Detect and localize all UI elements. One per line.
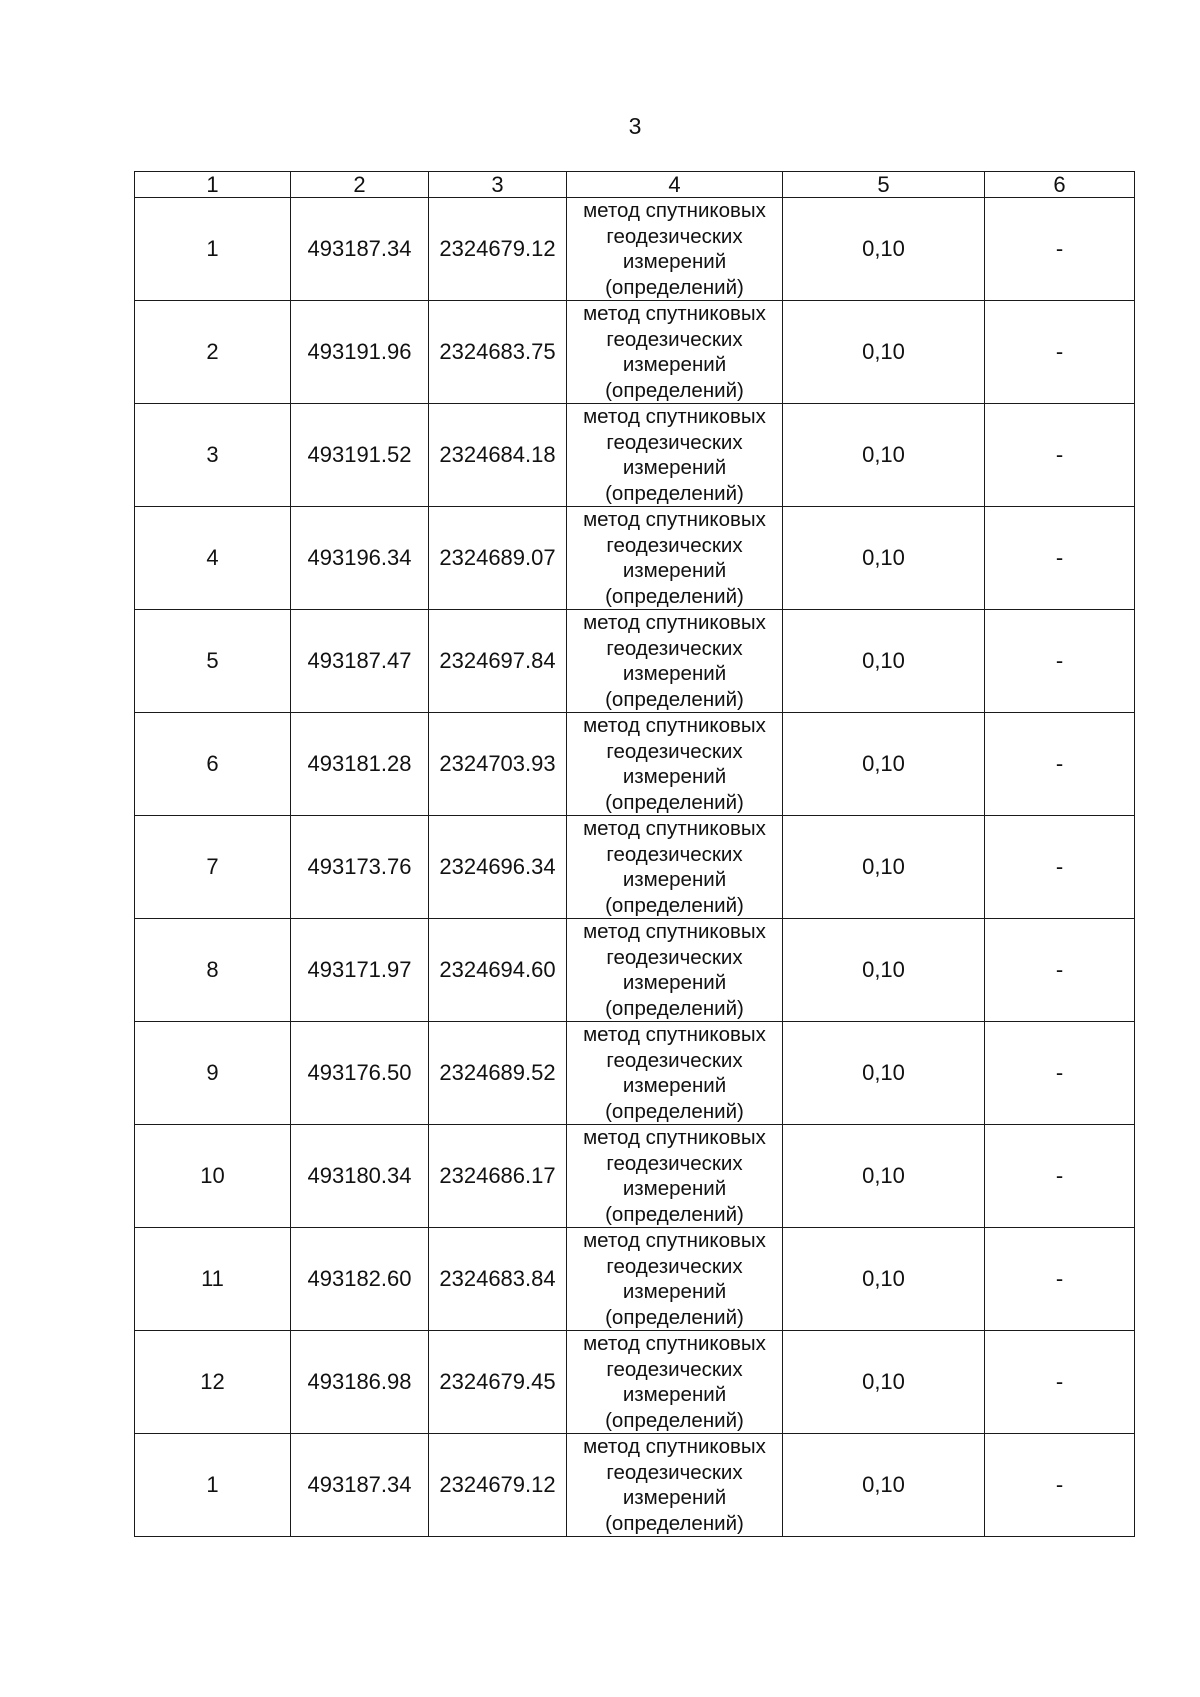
method-line: измерений — [622, 765, 727, 788]
table-row — [135, 1022, 1135, 1125]
table-row — [135, 610, 1135, 713]
method-line: метод спутниковых — [583, 817, 766, 840]
y-coordinate-cell: 2324697.84 — [429, 610, 567, 713]
method-cell — [567, 1434, 783, 1537]
x-coordinate-cell: 493173.76 — [291, 816, 429, 919]
y-coordinate-cell: 2324684.18 — [429, 404, 567, 507]
method-line: геодезических — [606, 1460, 743, 1484]
method-line: геодезических — [606, 739, 743, 763]
method-cell — [567, 1022, 783, 1125]
table-row — [135, 198, 1135, 301]
accuracy-cell: 0,10 — [783, 404, 985, 507]
method-line: геодезических — [606, 1357, 743, 1381]
y-coordinate-cell: 2324703.93 — [429, 713, 567, 816]
method-line: геодезических — [606, 842, 743, 866]
method-line: (определений) — [605, 687, 744, 711]
table-row — [135, 301, 1135, 404]
note-cell: - — [985, 713, 1135, 816]
note-cell: - — [985, 1331, 1135, 1434]
method-line: (определений) — [605, 1099, 744, 1123]
x-coordinate-cell: 493187.34 — [291, 198, 429, 301]
note-cell: - — [985, 198, 1135, 301]
accuracy-cell: 0,10 — [783, 301, 985, 404]
method-cell — [567, 301, 783, 404]
method-line: геодезических — [606, 1048, 743, 1072]
table-row — [135, 1434, 1135, 1537]
point-number-cell: 1 — [135, 1434, 291, 1537]
y-coordinate-cell: 2324686.17 — [429, 1125, 567, 1228]
method-line: метод спутниковых — [583, 405, 766, 428]
x-coordinate-cell: 493181.28 — [291, 713, 429, 816]
method-line: (определений) — [605, 481, 744, 505]
x-coordinate-cell: 493191.52 — [291, 404, 429, 507]
method-line: (определений) — [605, 996, 744, 1020]
table-row — [135, 404, 1135, 507]
accuracy-cell: 0,10 — [783, 610, 985, 713]
method-line: метод спутниковых — [583, 199, 766, 222]
point-number-cell: 1 — [135, 198, 291, 301]
y-coordinate-cell: 2324689.52 — [429, 1022, 567, 1125]
point-number-cell: 10 — [135, 1125, 291, 1228]
point-number-cell: 7 — [135, 816, 291, 919]
method-line: метод спутниковых — [583, 1332, 766, 1355]
method-line: геодезических — [606, 533, 743, 557]
table-row — [135, 713, 1135, 816]
method-line: метод спутниковых — [583, 508, 766, 531]
method-line: измерений — [622, 250, 727, 273]
table-row — [135, 1125, 1135, 1228]
column-header: 6 — [985, 172, 1135, 198]
y-coordinate-cell: 2324683.84 — [429, 1228, 567, 1331]
x-coordinate-cell: 493196.34 — [291, 507, 429, 610]
accuracy-cell: 0,10 — [783, 1434, 985, 1537]
accuracy-cell: 0,10 — [783, 1022, 985, 1125]
accuracy-cell: 0,10 — [783, 919, 985, 1022]
table-header-row — [135, 172, 1135, 198]
method-line: геодезических — [606, 1254, 743, 1278]
note-cell: - — [985, 919, 1135, 1022]
note-cell: - — [985, 1434, 1135, 1537]
method-line: (определений) — [605, 275, 744, 299]
method-line: метод спутниковых — [583, 1229, 766, 1252]
accuracy-cell: 0,10 — [783, 1228, 985, 1331]
method-cell — [567, 1125, 783, 1228]
method-line: (определений) — [605, 1305, 744, 1329]
note-cell: - — [985, 610, 1135, 713]
method-line: метод спутниковых — [583, 920, 766, 943]
column-header: 3 — [429, 172, 567, 198]
y-coordinate-cell: 2324679.12 — [429, 198, 567, 301]
method-line: измерений — [622, 971, 727, 994]
x-coordinate-cell: 493182.60 — [291, 1228, 429, 1331]
point-number-cell: 3 — [135, 404, 291, 507]
x-coordinate-cell: 493191.96 — [291, 301, 429, 404]
column-header: 2 — [291, 172, 429, 198]
method-line: метод спутниковых — [583, 1126, 766, 1149]
point-number-cell: 9 — [135, 1022, 291, 1125]
method-line: метод спутниковых — [583, 1023, 766, 1046]
note-cell: - — [985, 1125, 1135, 1228]
method-line: измерений — [622, 1383, 727, 1406]
note-cell: - — [985, 507, 1135, 610]
method-cell — [567, 1331, 783, 1434]
method-line: измерений — [622, 456, 727, 479]
note-cell: - — [985, 301, 1135, 404]
method-line: измерений — [622, 1280, 727, 1303]
x-coordinate-cell: 493187.34 — [291, 1434, 429, 1537]
method-line: (определений) — [605, 378, 744, 402]
method-line: измерений — [622, 1486, 727, 1509]
table-row — [135, 1228, 1135, 1331]
method-line: геодезических — [606, 224, 743, 248]
y-coordinate-cell: 2324696.34 — [429, 816, 567, 919]
y-coordinate-cell: 2324694.60 — [429, 919, 567, 1022]
method-line: метод спутниковых — [583, 1435, 766, 1458]
method-line: геодезических — [606, 1151, 743, 1175]
x-coordinate-cell: 493180.34 — [291, 1125, 429, 1228]
table-row — [135, 507, 1135, 610]
y-coordinate-cell: 2324679.45 — [429, 1331, 567, 1434]
method-line: (определений) — [605, 790, 744, 814]
coordinates-table — [134, 171, 1135, 1537]
method-line: метод спутниковых — [583, 714, 766, 737]
method-line: (определений) — [605, 584, 744, 608]
method-cell — [567, 1228, 783, 1331]
x-coordinate-cell: 493171.97 — [291, 919, 429, 1022]
method-line: (определений) — [605, 1511, 744, 1535]
table-row — [135, 816, 1135, 919]
point-number-cell: 8 — [135, 919, 291, 1022]
method-line: метод спутниковых — [583, 611, 766, 634]
note-cell: - — [985, 404, 1135, 507]
y-coordinate-cell: 2324679.12 — [429, 1434, 567, 1537]
method-line: измерений — [622, 868, 727, 891]
table-body — [135, 198, 1135, 1537]
accuracy-cell: 0,10 — [783, 816, 985, 919]
accuracy-cell: 0,10 — [783, 1331, 985, 1434]
method-line: измерений — [622, 662, 727, 685]
point-number-cell: 4 — [135, 507, 291, 610]
point-number-cell: 2 — [135, 301, 291, 404]
page-number: 3 — [628, 113, 642, 139]
table-row — [135, 919, 1135, 1022]
accuracy-cell: 0,10 — [783, 1125, 985, 1228]
point-number-cell: 5 — [135, 610, 291, 713]
x-coordinate-cell: 493186.98 — [291, 1331, 429, 1434]
y-coordinate-cell: 2324683.75 — [429, 301, 567, 404]
method-line: геодезических — [606, 430, 743, 454]
column-header: 4 — [567, 172, 783, 198]
accuracy-cell: 0,10 — [783, 198, 985, 301]
method-line: метод спутниковых — [583, 302, 766, 325]
method-line: геодезических — [606, 327, 743, 351]
method-line: измерений — [622, 1177, 727, 1200]
y-coordinate-cell: 2324689.07 — [429, 507, 567, 610]
column-header: 5 — [783, 172, 985, 198]
note-cell: - — [985, 816, 1135, 919]
x-coordinate-cell: 493176.50 — [291, 1022, 429, 1125]
method-line: геодезических — [606, 945, 743, 969]
accuracy-cell: 0,10 — [783, 713, 985, 816]
point-number-cell: 12 — [135, 1331, 291, 1434]
method-line: (определений) — [605, 893, 744, 917]
method-cell — [567, 507, 783, 610]
note-cell: - — [985, 1022, 1135, 1125]
method-cell — [567, 404, 783, 507]
point-number-cell: 11 — [135, 1228, 291, 1331]
method-cell — [567, 713, 783, 816]
method-line: (определений) — [605, 1202, 744, 1226]
method-line: измерений — [622, 1074, 727, 1097]
method-line: геодезических — [606, 636, 743, 660]
accuracy-cell: 0,10 — [783, 507, 985, 610]
method-cell — [567, 919, 783, 1022]
method-line: измерений — [622, 559, 727, 582]
column-header: 1 — [135, 172, 291, 198]
method-line: (определений) — [605, 1408, 744, 1432]
point-number-cell: 6 — [135, 713, 291, 816]
method-cell — [567, 816, 783, 919]
method-line: измерений — [622, 353, 727, 376]
x-coordinate-cell: 493187.47 — [291, 610, 429, 713]
method-cell — [567, 610, 783, 713]
table-row — [135, 1331, 1135, 1434]
method-cell — [567, 198, 783, 301]
note-cell: - — [985, 1228, 1135, 1331]
